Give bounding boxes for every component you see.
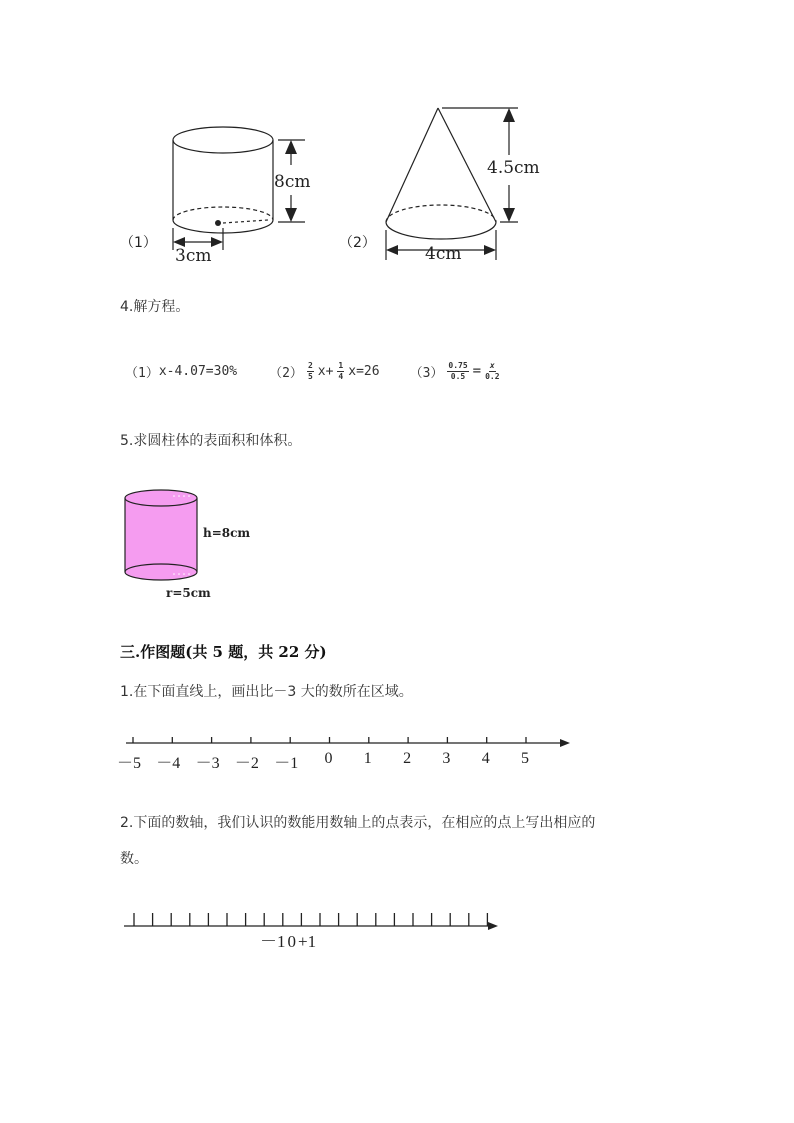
eq3-label: （3） [409,365,444,381]
section-3-title: 三.作图题(共 5 题，共 22 分) [120,643,327,661]
cone-height-label: 4.5cm [487,158,540,178]
number-line-1-label: －2 [234,755,259,772]
cylinder-height-label: 8cm [274,172,311,192]
number-line-1-label: －3 [195,755,220,772]
pink-cylinder-figure [118,484,208,589]
number-line-1-label: －5 [117,755,142,772]
label-minus-one: －1 [260,932,286,951]
cylinder-top-ellipse [173,127,273,153]
figure-1-index: （1） [120,235,157,251]
eq3-right-num: x [489,360,495,370]
label-plus-one: +1 [298,932,317,951]
label-zero: 0 [287,932,296,951]
q4-equations [125,358,504,384]
number-line-1-label: 1 [363,750,372,767]
eq2-fraction-2 [337,361,344,382]
eq1-label: （1） [125,365,159,381]
number-line-1-label: －1 [274,755,299,772]
cone-figure-2 [370,100,550,265]
eq2-frac2-num: 1 [338,360,344,370]
cylinder-top [125,490,197,506]
eq3-left-num: 0.75 [448,360,468,370]
draw2-title-line2: 数。 [120,851,148,867]
eq1-expr: x-4.07=30% [158,363,238,379]
cylinder-radius-label: 3cm [175,246,212,266]
q4-title: 4.解方程。 [120,299,190,315]
figure-2-index: （2） [339,235,376,251]
number-line-1-label: 5 [521,750,529,767]
q5-title: 5.求圆柱体的表面积和体积。 [120,433,302,449]
eq3-right-den: 0.2 [485,371,500,381]
number-line-2-labels [260,927,316,952]
draw1-title: 1.在下面直线上，画出比－3 大的数所在区域。 [120,684,413,700]
eq2-fraction-1 [307,361,314,382]
number-line-1-label: 3 [442,750,451,767]
eq2-frac1-num: 2 [307,360,313,370]
number-line-1-label: －4 [156,755,181,772]
number-line-1-label: 4 [481,750,490,767]
q5-radius-label: r=5cm [166,586,211,600]
eq2-mid: x+ [317,363,334,379]
number-line-1-label: 2 [403,750,412,767]
eq2-frac2-den: 4 [338,371,344,381]
cone-diameter-label: 4cm [425,244,462,264]
eq3-left-fraction [447,361,468,382]
eq2-frac1-den: 5 [307,371,313,381]
cylinder-body [125,498,197,572]
eq2-tail: x=26 [348,363,380,379]
eq3-left-den: 0.5 [450,371,466,381]
draw2-title-line1: 2.下面的数轴，我们认识的数能用数轴上的点表示，在相应的点上写出相应的 [120,815,596,831]
number-line-1 [120,732,580,777]
eq3-equals: = [472,363,482,379]
q5-height-label: h=8cm [203,526,251,540]
eq2-label: （2） [269,365,303,381]
number-line-1-label: 0 [324,750,333,767]
eq3-right-fraction [485,361,499,382]
